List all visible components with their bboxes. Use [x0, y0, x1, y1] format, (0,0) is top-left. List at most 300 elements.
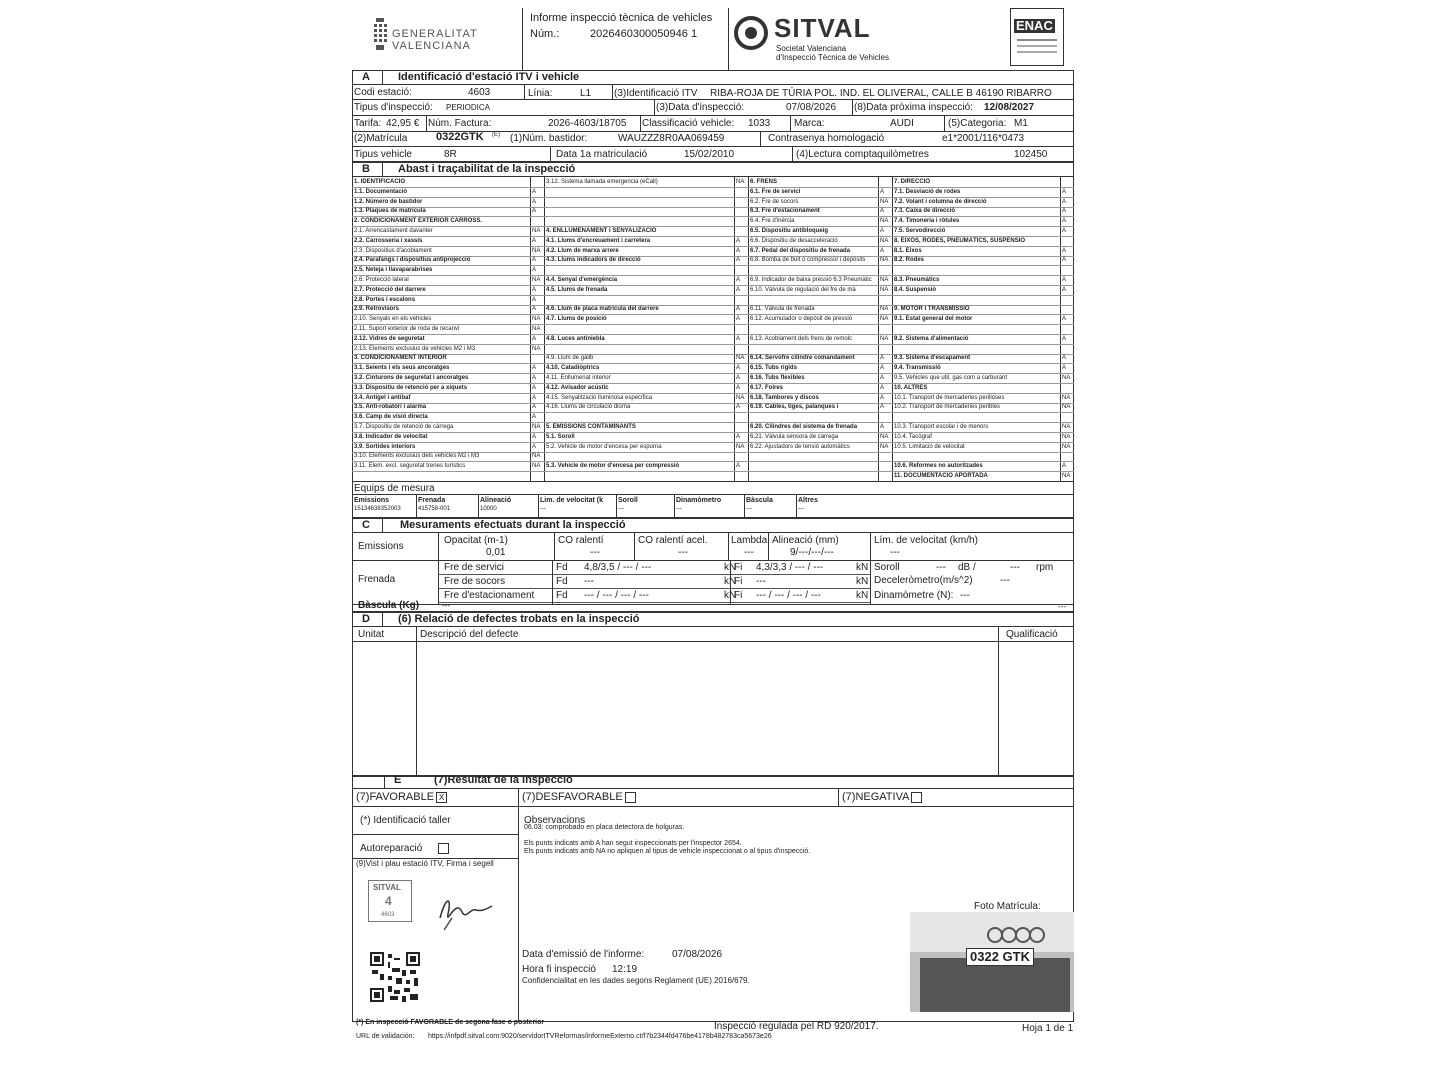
checklist-item: 3.10. Elements exclusius dels vehicles M2 i M3	[354, 453, 480, 459]
equip-value: ---	[540, 506, 546, 512]
equip-label: Soroll	[618, 497, 638, 504]
checklist-item: 3.6. Camp de visió directa	[354, 414, 428, 420]
checklist-item: 3.4. Antigel i antibaf	[354, 395, 411, 401]
tarifa-value: 42,95 €	[386, 118, 420, 129]
equip-label: Bàscula	[746, 497, 773, 504]
co-ralenti-value: ---	[590, 547, 600, 558]
inspection-checklist	[352, 177, 1074, 481]
data-emissio-label: Data d'emissió de l'informe:	[522, 949, 645, 960]
checklist-item: 4.15. Senyalització lluminosa específica	[546, 395, 653, 401]
opacitat-label: Opacitat (m-1)	[444, 535, 508, 546]
classificacio-label: Classificació vehicle:	[642, 118, 735, 129]
checklist-result: A	[1062, 218, 1067, 224]
checklist-item: 4.4. Senyal d'emergència	[546, 277, 618, 283]
soroll-unit: dB /	[958, 562, 976, 573]
equip-value: ---	[746, 506, 752, 512]
fi-unit: kN	[856, 576, 869, 587]
checklist-result: A	[1062, 336, 1067, 342]
checklist-result: A	[532, 444, 537, 450]
checklist-result: NA	[736, 355, 745, 361]
checklist-item: 3.3. Dispositiu de retenció per a xiquets	[354, 385, 468, 391]
checklist-item: 6.20. Cilindres del sistema de frenada	[750, 424, 858, 430]
checklist-item: 9.5. Vehicles que util. gas com a carburant	[894, 375, 1008, 381]
sitval-subtitle-2: d'Inspecció Tècnica de Vehicles	[776, 53, 890, 62]
section-b-letter: B	[362, 163, 370, 175]
data-inspeccio-label: (3)Data d'inspecció:	[656, 102, 745, 113]
checklist-result: A	[1062, 277, 1067, 283]
checklist-item: 6.13. Acoblament dels frens de remolc	[750, 336, 853, 342]
stamp-line1: SITVAL	[373, 883, 401, 892]
identificacio-itv-label: (3)Identificació ITV	[614, 88, 698, 99]
checklist-item: 6.1. Fre de servici	[750, 189, 801, 195]
checklist-item: 4.11. Enllumenat interior	[546, 375, 611, 381]
itv-stamp	[368, 880, 412, 922]
rpm-value: ---	[1010, 562, 1020, 573]
generalitat-logo	[372, 16, 492, 56]
fi-label: Fi	[734, 562, 743, 573]
matricula-label: (2)Matrícula	[354, 133, 408, 144]
col-unitat: Unitat	[358, 629, 385, 640]
checklist-result: A	[736, 238, 741, 244]
matricula-flag: (E)	[492, 132, 500, 138]
checklist-item: 9. MOTOR I TRANSMISSIÓ	[894, 306, 970, 312]
foto-matricula-box	[908, 896, 1074, 1022]
observacions-line1: 06.03: comprobado en placa detectora de holguras.	[524, 824, 685, 831]
identificacio-itv-value: RIBA-ROJA DE TÚRIA POL. IND. EL OLIVERAL, CALLE B 46190 RIBARRO	[710, 88, 1052, 99]
checklist-item: 2.12. Vidres de seguretat	[354, 336, 425, 342]
hora-label: Hora fi inspecció	[522, 964, 596, 975]
checklist-item: 3.8. Indicador de velocitat	[354, 434, 428, 440]
generalitat-line1: GENERALITAT	[392, 28, 478, 40]
checklist-result: A	[532, 434, 537, 440]
checklist-result: A	[532, 189, 537, 195]
fd-label: Fd	[556, 590, 568, 601]
checklist-result: A	[736, 404, 741, 410]
checklist-item: 3.5. Anti-robatori i alarma	[354, 404, 427, 410]
checklist-item: 3.12. Sistema llamada emergencia (eCall)	[546, 179, 658, 185]
checklist-item: 4. ENLLUMENAMENT I SENYALIZACIÓ	[546, 228, 657, 234]
stamp-line3: 4603	[381, 912, 395, 918]
equip-label: Altres	[798, 497, 818, 504]
contrasenya-value: e1*2001/116*0473	[942, 133, 1025, 144]
equip-value: ---	[798, 506, 804, 512]
tipus-inspeccio-value: PERIODICA	[446, 103, 491, 112]
checklist-item: 6.3. Fre d'estacionament	[750, 208, 820, 214]
co-acel-label: CO ralentí acel.	[638, 535, 708, 546]
bascula-value: ---	[442, 601, 450, 610]
checklist-item: 3. CONDICIONAMENT INTERIOR	[354, 355, 447, 361]
fi-label: Fi	[734, 590, 743, 601]
footer-regulada: Inspecció regulada pel RD 920/2017.	[714, 1021, 879, 1032]
equip-label: Frenada	[418, 497, 446, 504]
fd-unit: kN	[724, 590, 737, 601]
negativa-label: (7)NEGATIVA	[842, 791, 922, 804]
checklist-item: 1.2. Número de bastidor	[354, 199, 423, 205]
bastidor-value: WAUZZZ8R0AA069459	[618, 133, 725, 144]
rpm-unit: rpm	[1036, 562, 1054, 573]
fd-value: --- / --- / --- / ---	[584, 590, 649, 601]
checklist-result: A	[1062, 228, 1067, 234]
checklist-result: A	[1062, 463, 1067, 469]
observacions-title: Observacions	[524, 815, 586, 826]
checklist-item: 2.7. Protecció del darrere	[354, 287, 426, 293]
sitval-swirl-icon	[734, 16, 768, 50]
section-e-title: (7)Resultat de la inspecció	[434, 774, 573, 786]
checklist-result: NA	[736, 179, 745, 185]
checklist-result: A	[1062, 257, 1067, 263]
checklist-item: 11. DOCUMENTACIÓ APORTADA	[894, 473, 988, 479]
equip-value: ---	[618, 506, 624, 512]
fd-unit: kN	[724, 562, 737, 573]
checklist-item: 6.6. Dispositiu de desacceleració	[750, 238, 838, 244]
checklist-result: NA	[1062, 473, 1071, 479]
checklist-item: 4.3. Llums indicadors de direcció	[546, 257, 641, 263]
checklist-result: A	[880, 375, 885, 381]
dinamometre-label: Dinamòmetre (N):	[874, 590, 954, 601]
checklist-item: 1. IDENTIFICACIÓ	[354, 179, 406, 185]
soroll-value: ---	[936, 562, 946, 573]
autoreparacio-label: Autoreparació	[360, 842, 449, 855]
frenada-rows	[438, 560, 1074, 604]
vist-plau-label: (9)Vist i plau estació ITV, Firma i segell	[356, 859, 494, 868]
checklist-item: 4.6. Llum de placa matrícula del darrere	[546, 306, 659, 312]
checklist-item: 6.15. Tubs rígids	[750, 365, 797, 371]
checklist-item: 6.8. Bomba de buit o compressor i depòsits	[750, 257, 866, 263]
decelerometro-value: ---	[1000, 575, 1010, 586]
equip-value: 415758-001	[418, 506, 451, 512]
checklist-item: 4.1. Llums d'encreuament i carretera	[546, 238, 651, 244]
fi-unit: kN	[856, 562, 869, 573]
checklist-result: A	[1062, 355, 1067, 361]
section-c-letter: C	[362, 519, 370, 531]
decelerometro-label: Deceleròmetro(m/s^2)	[874, 575, 973, 586]
checklist-result: NA	[880, 316, 889, 322]
checklist-result: NA	[1062, 375, 1071, 381]
data-inspeccio-value: 07/08/2026	[786, 102, 837, 113]
report-number-label: Núm.:	[530, 28, 560, 40]
frenada-label: Frenada	[358, 574, 396, 585]
lim-velocitat-value: ---	[890, 547, 900, 558]
checklist-item: 6.16. Tubs flexibles	[750, 375, 805, 381]
checklist-result: NA	[880, 434, 889, 440]
checklist-item: 2.3. Dispositius d'acoblament	[354, 248, 432, 254]
checklist-result: A	[736, 316, 741, 322]
checklist-item: 6.11. Vàlvula de frenada	[750, 306, 815, 312]
checklist-item: 7.3. Caixa de direcció	[894, 208, 956, 214]
frenada-row-name: Fre d'estacionament	[444, 590, 535, 601]
checklist-item: 4.2. Llum de marxa arrere	[546, 248, 619, 254]
fd-label: Fd	[556, 576, 568, 587]
checklist-item: 2.8. Portes i escalons	[354, 297, 416, 303]
checklist-item: 9.3. Sistema d'escapament	[894, 355, 971, 361]
tipus-inspeccio-label: Tipus d'inspecció:	[354, 102, 433, 113]
checklist-item: 4.8. Luces antiniebla	[546, 336, 605, 342]
linia-label: Línia:	[528, 88, 553, 99]
checklist-result: A	[880, 208, 885, 214]
checklist-item: 8.1. Eixos	[894, 248, 922, 254]
checklist-result: NA	[1062, 404, 1071, 410]
checklist-item: 6.5. Dispositiu antibloqueig	[750, 228, 829, 234]
checklist-result: A	[880, 424, 885, 430]
checklist-item: 4.5. Llums de frenada	[546, 287, 608, 293]
autoreparacio-checkbox[interactable]	[438, 843, 449, 854]
col-qualificacio: Qualificació	[1006, 629, 1058, 640]
tipus-vehicle-value: 8R	[444, 149, 457, 160]
opacitat-value: 0,01	[486, 547, 506, 558]
checklist-item: 9.4. Transmissió	[894, 365, 941, 371]
checklist-item: 7. DIRECCIÓ	[894, 179, 931, 185]
checklist-item: 8.4. Suspensió	[894, 287, 937, 293]
checklist-result: A	[1062, 208, 1067, 214]
checklist-result: A	[1062, 189, 1067, 195]
checklist-item: 6.2. Fre de socors	[750, 199, 799, 205]
sitval-name: SITVAL	[774, 13, 871, 43]
checklist-result: A	[1062, 316, 1067, 322]
checklist-result: A	[1062, 287, 1067, 293]
checklist-item: 8.3. Pneumàtics	[894, 277, 940, 283]
checklist-item: 8. EIXOS, RODES, PNEUMÀTICS, SUSPENSIÓ	[894, 238, 1026, 244]
data-emissio-value: 07/08/2026	[672, 949, 723, 960]
checklist-result: NA	[880, 218, 889, 224]
equip-value: ---	[676, 506, 682, 512]
foto-matricula-label: Foto Matrícula:	[974, 901, 1041, 912]
checklist-item: 2.4. Parafangs i dispositius antiprojecció	[354, 257, 471, 263]
checklist-result: NA	[880, 238, 889, 244]
checklist-result: NA	[880, 336, 889, 342]
observacions-line2: Els punts indicats amb A han segut inspeccionats per l'inspector 2654.	[524, 840, 742, 847]
checklist-result: A	[880, 385, 885, 391]
equip-value: 15134638352003	[354, 506, 401, 512]
categoria-label: (5)Categoria:	[948, 118, 1007, 129]
checklist-result: A	[736, 287, 741, 293]
frenada-row-name: Fre de servici	[444, 562, 505, 573]
checklist-item: 3.2. Cinturons de seguretat i ancoratges	[354, 375, 469, 381]
soroll-label: Soroll	[874, 562, 900, 573]
signature	[434, 888, 498, 932]
alineacio-value: 9/---/---/---	[790, 547, 834, 558]
checklist-result: A	[532, 365, 537, 371]
checklist-result: NA	[880, 277, 889, 283]
checklist-result: NA	[532, 326, 541, 332]
checklist-item: 7.2. Volant i columna de direcció	[894, 199, 987, 205]
equip-label: Emissions	[354, 497, 390, 504]
section-d-letter: D	[362, 613, 370, 625]
checklist-item: 2. CONDICIONAMENT EXTERIOR CARROSS.	[354, 218, 483, 224]
checklist-result: NA	[1062, 395, 1071, 401]
footer-hoja: Hoja 1 de 1	[1022, 1023, 1074, 1034]
identificacio-taller-label: (*) Identificació taller	[360, 815, 451, 826]
checklist-item: 5.3. Vehicle de motor d'encesa per compressió	[546, 463, 680, 469]
checklist-result: NA	[532, 463, 541, 469]
marca-label: Marca:	[794, 118, 825, 129]
negativa-checkbox[interactable]	[911, 792, 922, 803]
checklist-result: A	[532, 385, 537, 391]
factura-label: Núm. Factura:	[428, 118, 492, 129]
fi-value: 4,3/3,3 / --- / ---	[756, 562, 824, 573]
checklist-item: 7.1. Desviació de rodes	[894, 189, 961, 195]
generalitat-line2: VALENCIANA	[392, 40, 471, 52]
section-d-title: (6) Relació de defectes trobats en la inspecció	[398, 613, 640, 625]
data-matriculacio-label: Data 1a matriculació	[556, 149, 648, 160]
checklist-result: A	[532, 395, 537, 401]
report-title: Informe inspecció tècnica de vehicles	[530, 12, 713, 24]
checklist-item: 6.7. Pedal del dispositiu de frenada	[750, 248, 851, 254]
checklist-result: NA	[880, 306, 889, 312]
checklist-item: 2.13. Elements exclusius de vehicles M2 i M3	[354, 346, 476, 352]
checklist-item: 7.4. Timoneria i ròtules	[894, 218, 960, 224]
section-c-title: Mesuraments efectuats durant la inspecció	[400, 519, 626, 531]
checklist-result: A	[532, 336, 537, 342]
plate-number: 0322 GTK	[966, 948, 1034, 966]
alineacio-label: Alineació (mm)	[772, 535, 839, 546]
checklist-item: 2.5. Neteja i llavaparabrises	[354, 267, 433, 273]
checklist-result: A	[736, 375, 741, 381]
checklist-result: NA	[880, 257, 889, 263]
checklist-result: A	[736, 385, 741, 391]
checklist-result: NA	[1062, 444, 1071, 450]
checklist-item: 6.22. Ajustadors de tensió automàtics	[750, 444, 850, 450]
checklist-item: 6. FRENS	[750, 179, 778, 185]
checklist-item: 4.10. Catadiòptrics	[546, 365, 600, 371]
checklist-result: A	[532, 238, 537, 244]
checklist-result: A	[880, 355, 885, 361]
data-proxima-label: (8)Data pròxima inspecció:	[854, 102, 973, 113]
fi-label: Fi	[734, 576, 743, 587]
bascula-right-value: ---	[1058, 602, 1066, 611]
checklist-result: A	[736, 257, 741, 263]
footer-url-label: URL de validación:	[356, 1033, 415, 1040]
checklist-result: A	[532, 208, 537, 214]
codi-estacio-value: 4603	[468, 87, 491, 98]
checklist-item: 3.9. Sortides interiors	[354, 444, 416, 450]
checklist-item: 8.2. Rodes	[894, 257, 925, 263]
checklist-result: NA	[532, 453, 541, 459]
checklist-item: 10.3. Transport escolar i de menors	[894, 424, 989, 430]
audi-rings-icon	[986, 926, 1046, 944]
fd-value: ---	[584, 576, 594, 587]
equip-label: Lim. de velocitat (k	[540, 497, 604, 504]
checklist-result: A	[880, 365, 885, 371]
tipus-vehicle-label: Tipus vehicle	[354, 149, 412, 160]
checklist-item: 1.1. Documentació	[354, 189, 408, 195]
section-a-letter: A	[362, 71, 370, 83]
checklist-item: 1.3. Plaques de matrícula	[354, 208, 426, 214]
tarifa-label: Tarifa:	[354, 118, 382, 129]
lim-velocitat-label: Lím. de velocitat (km/h)	[874, 535, 978, 546]
checklist-result: NA	[1062, 424, 1071, 430]
fd-unit: kN	[724, 576, 737, 587]
lambda-value: ---	[744, 547, 754, 558]
checklist-result: NA	[532, 346, 541, 352]
checklist-result: NA	[880, 199, 889, 205]
checklist-result: A	[1062, 365, 1067, 371]
checklist-item: 2.9. Retrovisors	[354, 306, 400, 312]
checklist-item: 6.21. Vàlvula sensora de càrrega	[750, 434, 839, 440]
checklist-item: 6.19. Cables, tiges, palanques i	[750, 404, 839, 410]
generalitat-crest-icon	[372, 18, 388, 52]
dinamometre-value: ---	[960, 590, 970, 601]
section-e-letter: E	[394, 774, 402, 786]
equip-value: 10000	[480, 506, 497, 512]
checklist-item: 9.2. Sistema d'alimentació	[894, 336, 969, 342]
checklist-result: NA	[880, 444, 889, 450]
checklist-result: A	[880, 404, 885, 410]
checklist-result: NA	[532, 424, 541, 430]
checklist-result: A	[736, 306, 741, 312]
confidencialitat: Confidencialitat en les dades segons Reglament (UE) 2016/679.	[522, 976, 750, 985]
checklist-result: A	[736, 336, 741, 342]
qr-code-icon	[370, 952, 420, 1002]
footer-note: (*) En inspecció FAVORABLE de segona fase o posterior	[356, 1019, 545, 1026]
footer-url-value[interactable]: https://infpdf.sitval.com:9020/servidorITVReformas/informeExterno.ct/f7b2344fd476be4178b482783ca5673e26	[428, 1033, 772, 1040]
checklist-result: A	[532, 306, 537, 312]
checklist-result: A	[736, 248, 741, 254]
checklist-item: 2.6. Protecció lateral	[354, 277, 409, 283]
checklist-item: 4.12. Avisador acústic	[546, 385, 609, 391]
checklist-result: A	[532, 199, 537, 205]
checklist-result: NA	[532, 228, 541, 234]
checklist-item: 3.7. Dispositiu de retenció de càrrega	[354, 424, 454, 430]
checklist-item: 10.2. Transport de mercaderies peribles	[894, 404, 1001, 410]
checklist-item: 9.1. Estat general del motor	[894, 316, 973, 322]
checklist-item: 4.16. Llums de circulació diürna	[546, 404, 631, 410]
checklist-item: 2.11. Suport exterior de roda de recanvi	[354, 326, 460, 332]
checklist-item: 6.14. Servofre cilindre comandament	[750, 355, 855, 361]
favorable-checkbox[interactable]: X	[436, 792, 447, 803]
fi-value: ---	[756, 576, 766, 587]
codi-estacio-label: Codi estació:	[354, 87, 412, 98]
checklist-item: 6.10. Vàlvula de regulació del fre de mà	[750, 287, 856, 293]
desfavorable-checkbox[interactable]	[625, 792, 636, 803]
lectura-label: (4)Lectura comptaquilòmetres	[796, 149, 929, 160]
checklist-result: NA	[880, 287, 889, 293]
hora-value: 12:19	[612, 964, 638, 975]
checklist-item: 7.5. Servodirecció	[894, 228, 946, 234]
co-acel-value: ---	[678, 547, 688, 558]
checklist-result: A	[736, 463, 741, 469]
checklist-result: NA	[532, 248, 541, 254]
checklist-item: 6.18. Tambores y discos	[750, 395, 819, 401]
checklist-item: 10.6. Reformes no autoritzades	[894, 463, 983, 469]
contrasenya-label: Contrasenya homologació	[768, 133, 885, 144]
frenada-row-name: Fre de socors	[444, 576, 506, 587]
sitval-logo	[734, 12, 924, 66]
checklist-item: 10.5. Limitació de velocitat	[894, 444, 965, 450]
lambda-label: Lambda	[731, 535, 768, 546]
fd-value: 4,8/3,5 / --- / ---	[584, 562, 652, 573]
bastidor-label: (1)Núm. bastidor:	[510, 133, 588, 144]
emissions-label: Emissions	[358, 541, 404, 552]
marca-value: AUDI	[890, 118, 914, 129]
checklist-item: 5. EMISSIONS CONTAMINANTS	[546, 424, 636, 430]
fd-label: Fd	[556, 562, 568, 573]
checklist-item: 4.9. Llum de gàlib	[546, 355, 594, 361]
checklist-result: A	[1062, 248, 1067, 254]
enac-logo	[1010, 8, 1064, 66]
checklist-item: 6.9. Indicador de baixa pressió 6.3 Pneumàtic	[750, 277, 872, 283]
checklist-result: A	[532, 287, 537, 293]
checklist-result: A	[1062, 199, 1067, 205]
checklist-item: 3.11. Elem. excl. seguretat trenes turístics	[354, 463, 466, 469]
checklist-result: NA	[532, 316, 541, 322]
checklist-result: NA	[736, 395, 745, 401]
checklist-result: A	[880, 248, 885, 254]
checklist-item: 2.1. Arrencastament davanter	[354, 228, 433, 234]
checklist-item: 5.1. Soroll	[546, 434, 575, 440]
checklist-result: A	[532, 414, 537, 420]
categoria-value: M1	[1014, 118, 1028, 129]
checklist-result: A	[736, 434, 741, 440]
